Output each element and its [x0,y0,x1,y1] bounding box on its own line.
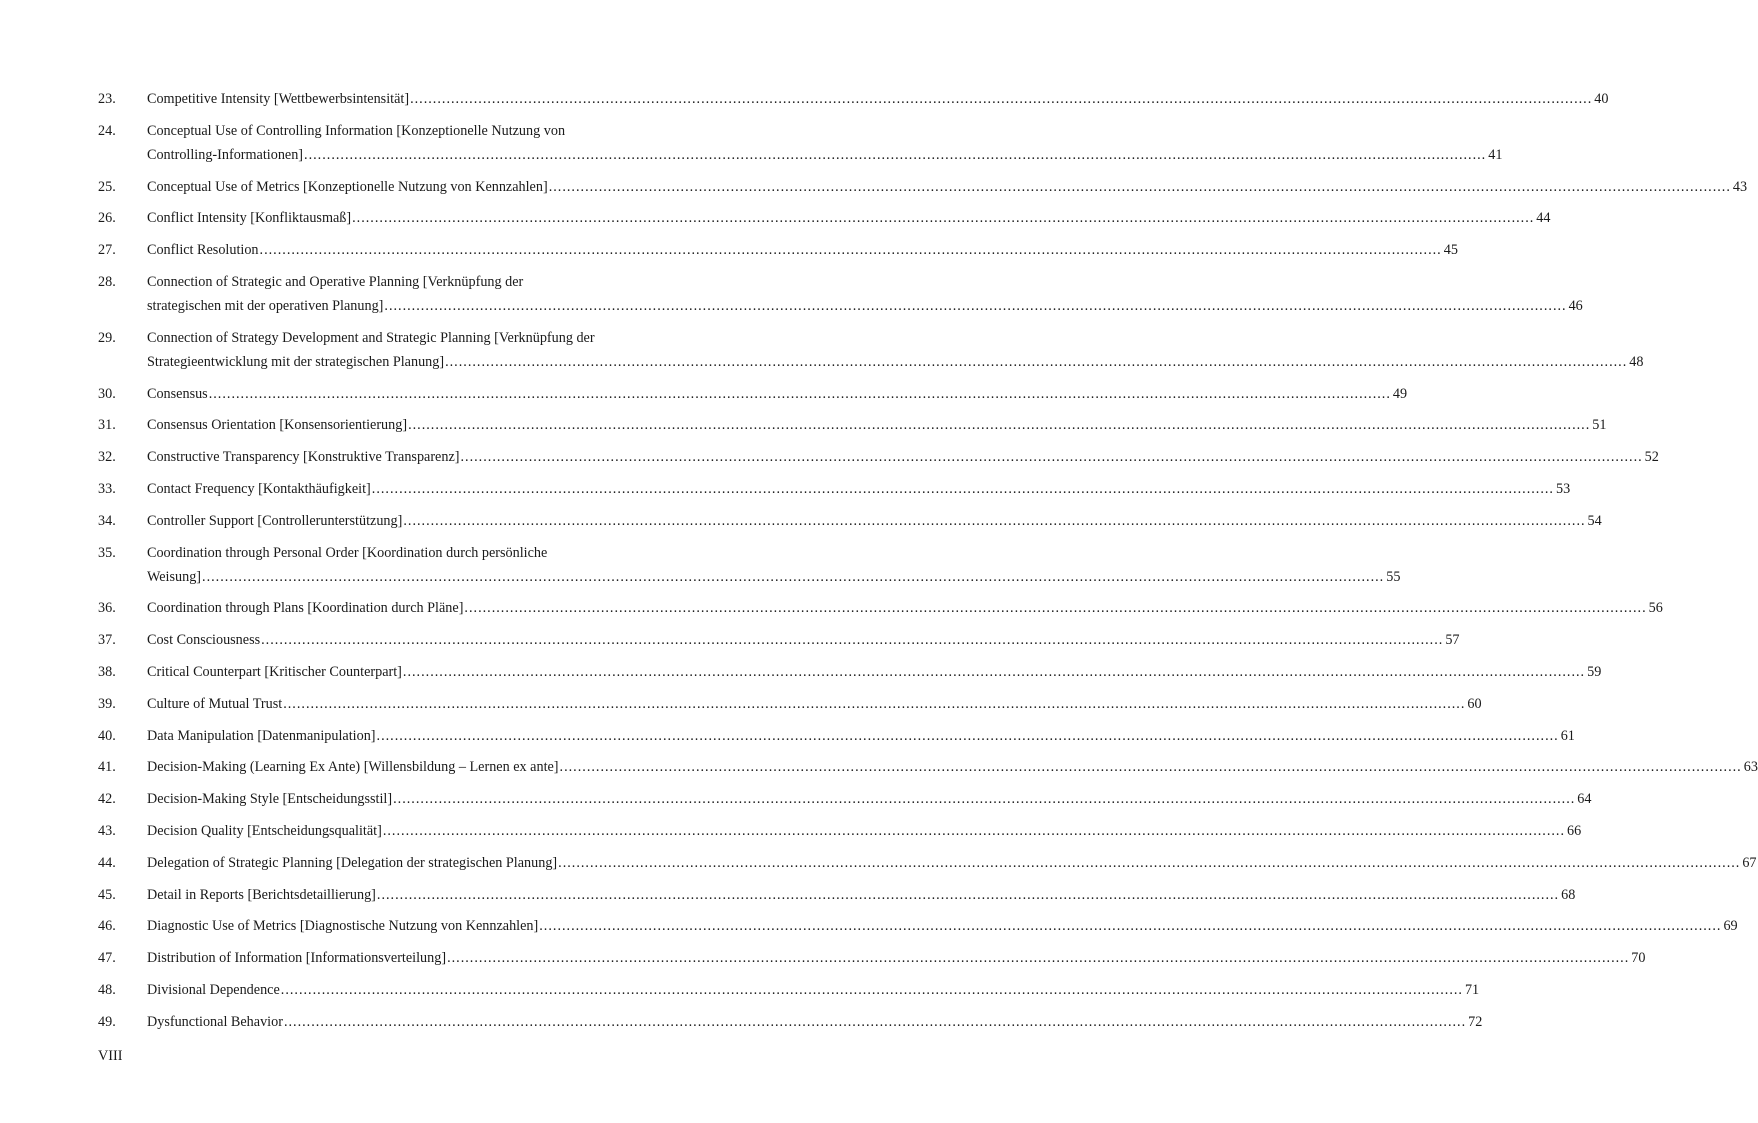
toc-entry-line [147,119,724,143]
page-number: VIII [98,1048,123,1064]
toc-entry-page: 71 [1464,981,1480,998]
toc-entry-line [147,946,1646,970]
toc-entry-number: 42. [98,791,116,808]
toc-entry-line [147,326,724,350]
toc-leader-dots [377,724,1559,748]
toc-entry-body [147,883,1576,907]
toc-entry-page: 60 [1467,695,1482,712]
toc-leader-dots [408,413,1590,437]
toc-entry-body [147,755,1758,779]
toc-entry-number: 31. [98,417,116,434]
toc-entry-number: 35. [98,544,116,561]
toc-entry-page: 41 [1488,146,1503,163]
toc-entry-number: 43. [98,822,116,839]
toc-leader-dots [304,143,1486,167]
toc-entry-body [147,914,1738,938]
toc-entry-number: 23. [98,91,116,107]
toc-entry-body [147,270,1583,318]
toc-entry-line [147,883,1576,907]
toc-entry-number: 48. [98,981,116,998]
toc-leader-dots [384,294,1566,318]
toc-leader-dots [403,509,1585,533]
toc-leader-dots [403,660,1585,684]
toc-entry-body [147,978,1480,1002]
toc-entry-number: 29. [98,329,116,346]
toc-entry-line [147,628,1460,652]
toc-entry[interactable] [98,382,1408,406]
toc-entry-title: strategischen mit der operativen Planung] [147,297,384,314]
toc-entry[interactable] [98,270,1583,318]
toc-entry-page: 43 [1732,178,1748,195]
toc-leader-dots [283,692,1465,716]
toc-entry-number: 32. [98,449,116,466]
toc-entry-number: 49. [98,1013,116,1030]
toc-entry-number: 24. [98,122,116,139]
toc-leader-dots [410,87,1592,111]
toc-entry-title: Culture of Mutual Trust [147,695,283,712]
toc-entry-number: 37. [98,632,116,649]
toc-entry-title: Controlling-Informationen] [147,146,304,163]
toc-entry-title: Data Manipulation [Datenmanipulation] [147,727,376,744]
toc-leader-dots [209,382,1391,406]
toc-entry-title: Competitive Intensity [Wettbewerbsintensität] [147,91,410,107]
toc-entry-number: 40. [98,727,116,744]
toc-entry-title: Consensus [147,385,208,402]
toc-entry-line [147,914,1738,938]
toc-entry[interactable] [98,541,1401,589]
toc-entry-number: 33. [98,480,116,497]
toc-entry[interactable] [98,851,1757,875]
toc-entry-body [147,692,1482,716]
toc-entry-line [147,596,1663,620]
toc-entry-title: Connection of Strategic and Operative Planning [Verknüpfung der [147,273,524,290]
toc-entry-title: Decision Quality [Entscheidungsqualität] [147,822,382,839]
toc-entry[interactable] [98,477,1571,501]
toc-leader-dots [460,445,1642,469]
toc-entry[interactable] [98,787,1592,811]
toc-entry-body [147,946,1646,970]
toc-entry-page: 40 [1594,91,1609,107]
toc-entry-title: Constructive Transparency [Konstruktive Transparenz] [147,449,460,466]
toc-entry-title: Coordination through Personal Order [Koordination durch persönliche [147,544,548,561]
toc-leader-dots [549,175,1731,199]
toc-entry-body [147,87,1609,111]
toc-entry-line [147,565,1401,589]
toc-entry-line [147,382,1408,406]
toc-leader-dots [539,914,1721,938]
toc-entry[interactable] [98,978,1480,1002]
toc-entry-body [147,509,1602,533]
toc-entry-line [147,509,1602,533]
toc-entry-number: 26. [98,210,116,227]
toc-entry-number: 46. [98,918,116,935]
toc-entry-number: 34. [98,512,116,529]
toc-entry-number: 47. [98,950,116,967]
toc-entry-number: 27. [98,242,116,259]
toc-entry-page: 53 [1555,480,1571,497]
toc-entry-page: 54 [1587,512,1602,529]
toc-entry-body [147,851,1757,875]
toc-entry-page: 48 [1629,353,1644,370]
toc-leader-dots [558,851,1740,875]
toc-entry[interactable] [98,509,1602,533]
toc-entry-line [147,541,724,565]
toc-entry-line [147,270,724,294]
toc-entry-number: 38. [98,663,116,680]
toc-entry-line [147,755,1758,779]
toc-entry-title: Critical Counterpart [Kritischer Counterpart] [147,663,402,680]
toc-entry-page: 46 [1568,297,1583,314]
toc-entry-line [147,413,1607,437]
toc-entry-title: Delegation of Strategic Planning [Delegation der strategischen Planung] [147,854,558,871]
toc-entry-page: 64 [1577,791,1592,808]
toc-leader-dots [352,206,1534,230]
toc-entry-title: Divisional Dependence [147,981,280,998]
toc-entry-page: 61 [1560,727,1575,744]
toc-entry-body [147,1010,1483,1034]
toc-entry-page: 63 [1743,759,1758,776]
toc-entry-body [147,660,1602,684]
toc-entry[interactable] [98,692,1482,716]
toc-entry-number: 44. [98,854,116,871]
toc-entry-line [147,724,1575,748]
toc-leader-dots [260,238,1442,262]
toc-entry-page: 52 [1644,449,1659,466]
toc-entry-line [147,1010,1483,1034]
toc-entry-line [147,692,1482,716]
toc-entry-line [147,819,1582,843]
toc-entry-title: Dysfunctional Behavior [147,1013,283,1030]
toc-entry-page: 59 [1587,663,1602,680]
toc-entry-title: Decision-Making (Learning Ex Ante) [Willensbildung – Lernen ex ante] [147,759,559,776]
toc-entry-title: Contact Frequency [Kontakthäufigkeit] [147,480,371,497]
toc-entry-body [147,119,1503,167]
toc-entry-title: Conflict Intensity [Konfliktausmaß] [147,210,352,227]
toc-entry[interactable] [98,175,1748,199]
toc-entry-page: 45 [1443,242,1458,259]
toc-entry-page: 51 [1592,417,1607,434]
toc-entry[interactable] [98,946,1646,970]
toc-entry-title: Coordination through Plans [Koordination durch Pläne] [147,600,464,617]
toc-entry-line [147,175,1748,199]
toc-entry-title: Strategieentwicklung mit der strategischen Planung] [147,353,445,370]
toc-entry[interactable] [98,724,1575,748]
toc-entry[interactable] [98,413,1607,437]
toc-entry-page: 55 [1386,568,1401,585]
toc-entry-number: 28. [98,273,116,290]
toc-entry-title: Diagnostic Use of Metrics [Diagnostische Nutzung von Kennzahlen] [147,918,539,935]
toc-entry-page: 66 [1567,822,1582,839]
toc-entry-page: 72 [1468,1013,1483,1030]
toc-entry-page: 70 [1631,950,1646,967]
toc-entry-line [147,238,1458,262]
toc-entry[interactable] [98,883,1576,907]
table-of-contents [98,87,1758,1042]
toc-entry-line [147,445,1659,469]
toc-entry-body [147,382,1408,406]
toc-entry-line [147,477,1571,501]
toc-entry-number: 25. [98,178,116,195]
toc-entry-number: 30. [98,385,116,402]
toc-entry-title: Decision-Making Style [Entscheidungsstil] [147,791,393,808]
toc-entry-line [147,143,1503,167]
toc-entry-page: 68 [1561,886,1576,903]
toc-leader-dots [284,1010,1466,1034]
toc-entry-line [147,851,1757,875]
toc-entry-page: 69 [1723,918,1738,935]
toc-entry[interactable] [98,445,1659,469]
toc-entry-title: Conflict Resolution [147,242,259,259]
toc-entry[interactable] [98,628,1460,652]
toc-entry[interactable] [98,206,1551,230]
toc-entry-body [147,628,1460,652]
toc-leader-dots [393,787,1575,811]
toc-entry[interactable] [98,596,1663,620]
toc-entry-body [147,541,1401,589]
toc-leader-dots [281,978,1463,1002]
toc-entry-body [147,787,1592,811]
toc-leader-dots [261,628,1443,652]
toc-leader-dots [560,755,1742,779]
toc-entry-body [147,326,1644,374]
toc-entry-line [147,978,1480,1002]
toc-entry-title: Conceptual Use of Metrics [Konzeptionelle Nutzung von Kennzahlen] [147,178,548,195]
toc-entry-page: 49 [1392,385,1408,402]
toc-entry-number: 39. [98,695,116,712]
toc-entry-body [147,206,1551,230]
toc-entry-page: 57 [1445,632,1460,649]
toc-entry-title: Distribution of Information [Informationsverteilung] [147,950,447,967]
toc-entry[interactable] [98,87,1609,111]
toc-entry-title: Consensus Orientation [Konsensorientierung] [147,417,408,434]
toc-entry-line [147,294,1583,318]
toc-entry-number: 45. [98,886,116,903]
toc-entry-page: 67 [1742,854,1757,871]
toc-entry-body [147,596,1663,620]
toc-entry[interactable] [98,119,1503,167]
toc-leader-dots [464,596,1646,620]
toc-leader-dots [202,565,1384,589]
toc-entry-title: Conceptual Use of Controlling Information [Konzeptionelle Nutzung von [147,122,566,139]
toc-entry-title: Controller Support [Controllerunterstützung] [147,512,403,529]
toc-entry-title: Detail in Reports [Berichtsdetaillierung] [147,886,376,903]
toc-leader-dots [377,883,1559,907]
toc-entry[interactable] [98,238,1458,262]
toc-entry[interactable] [98,1010,1483,1034]
toc-leader-dots [372,477,1554,501]
toc-entry-number: 36. [98,600,116,617]
toc-entry-line [147,350,1644,374]
toc-entry-title: Weisung] [147,568,202,585]
toc-entry-page: 44 [1536,210,1551,227]
toc-entry-body [147,238,1458,262]
toc-entry-body [147,413,1607,437]
toc-entry-line [147,787,1592,811]
toc-leader-dots [445,350,1627,374]
toc-entry-page: 56 [1648,600,1663,617]
toc-entry-body [147,477,1571,501]
toc-entry-body [147,819,1582,843]
toc-entry-body [147,724,1575,748]
toc-entry[interactable] [98,660,1602,684]
toc-leader-dots [447,946,1629,970]
toc-entry[interactable] [98,755,1758,779]
toc-entry-line [147,660,1602,684]
toc-entry-title: Cost Consciousness [147,632,261,649]
toc-entry[interactable] [98,326,1644,374]
toc-entry-body [147,175,1748,199]
toc-leader-dots [383,819,1565,843]
toc-entry-number: 41. [98,759,116,776]
toc-entry-line [147,87,1609,111]
toc-entry-body [147,445,1659,469]
toc-entry[interactable] [98,914,1738,938]
toc-entry[interactable] [98,819,1582,843]
toc-entry-line [147,206,1551,230]
toc-entry-title: Connection of Strategy Development and Strategic Planning [Verknüpfung der [147,329,595,346]
